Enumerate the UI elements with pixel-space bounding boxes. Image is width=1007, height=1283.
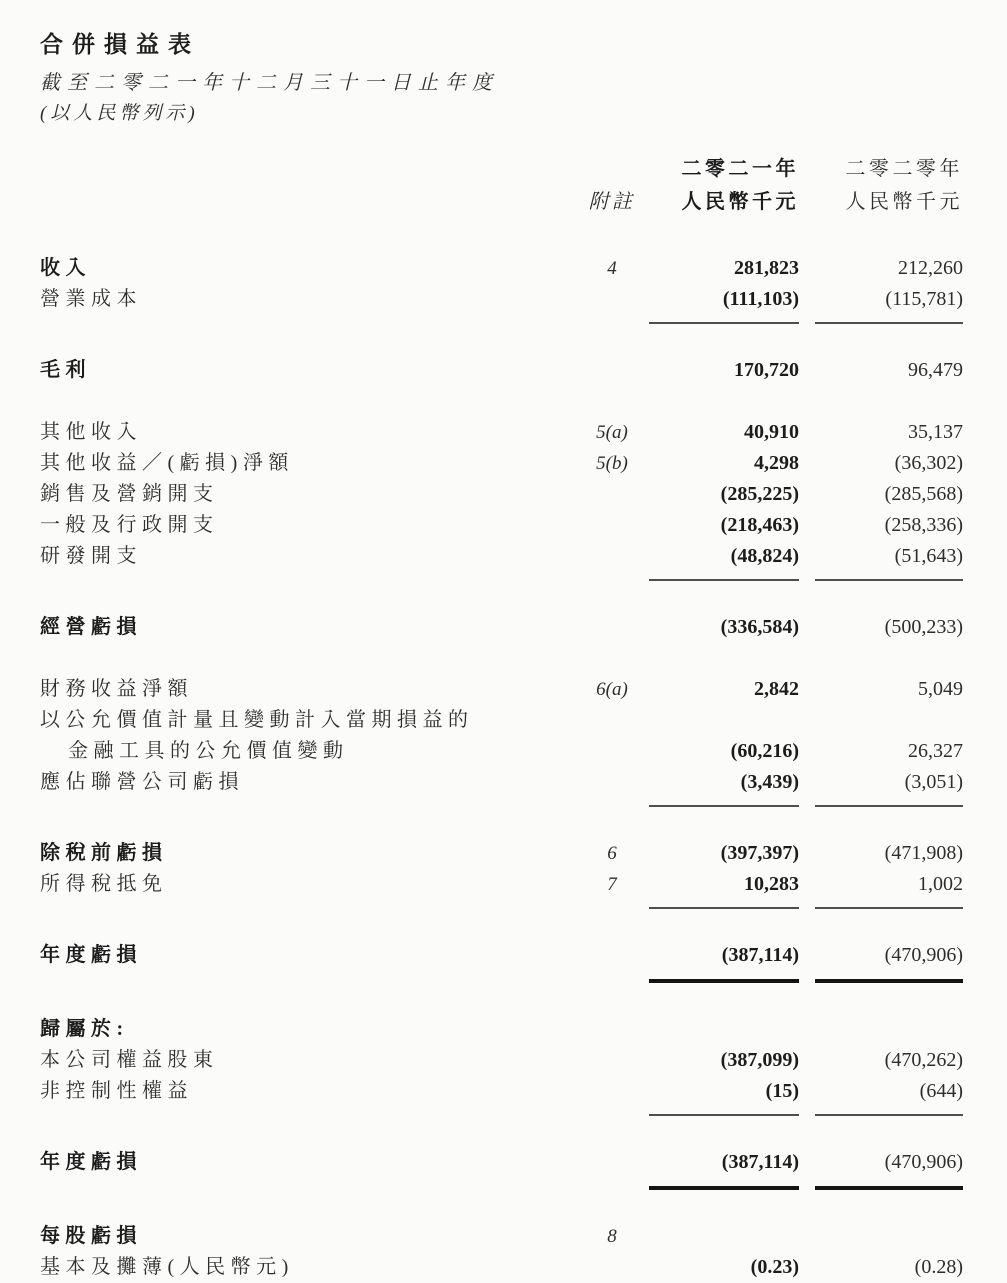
header-col-2021 — [649, 153, 799, 219]
table-section — [40, 1221, 963, 1283]
table-section — [40, 674, 963, 807]
table-section — [40, 253, 963, 324]
table-row — [40, 1014, 963, 1045]
table-row — [40, 1252, 963, 1283]
value-2020: (0.28) — [815, 1252, 963, 1283]
line-item-label: 每股虧損 — [40, 1225, 142, 1248]
line-item-label: 除稅前虧損 — [40, 842, 168, 865]
value-2021: (48,824) — [649, 541, 799, 581]
table-row — [40, 736, 963, 767]
table-row — [40, 479, 963, 510]
value-2021: (111,103) — [649, 284, 799, 324]
line-item-label: 其他收入 — [40, 421, 142, 444]
table-row — [40, 838, 963, 869]
table-header — [40, 153, 963, 219]
line-item-label: 財務收益淨額 — [40, 678, 193, 701]
note-column-label: 附註 — [588, 191, 636, 214]
table-row — [40, 1045, 963, 1076]
value-2021: 10,283 — [649, 869, 799, 909]
col-2021-year: 二零二一年 — [681, 158, 799, 181]
line-item-label: 毛利 — [40, 359, 91, 382]
value-2021: (3,439) — [649, 767, 799, 807]
line-item-label: 歸屬於: — [40, 1018, 129, 1041]
line-item-label: 營業成本 — [40, 288, 142, 311]
line-item-label: 經營虧損 — [40, 616, 142, 639]
table-row — [40, 767, 963, 807]
table-row — [40, 940, 963, 983]
value-2021: (285,225) — [720, 483, 799, 506]
col-2020-unit: 人民幣千元 — [845, 191, 963, 214]
table-row — [40, 705, 963, 736]
value-2020: (3,051) — [815, 767, 963, 807]
header-col-2020 — [815, 153, 963, 219]
value-2020: 1,002 — [815, 869, 963, 909]
line-item-label: 其他收益／(虧損)淨額 — [40, 452, 294, 475]
line-item-label: 年度虧損 — [40, 944, 142, 967]
value-2020: (470,906) — [815, 940, 963, 983]
table-row — [40, 284, 963, 324]
value-2021: (387,114) — [649, 940, 799, 983]
value-2020: 212,260 — [898, 257, 963, 280]
note-reference: 8 — [607, 1226, 617, 1248]
line-item-label: 以公允價值計量且變動計入當期損益的 — [40, 709, 474, 732]
value-2020: (644) — [815, 1076, 963, 1116]
header-note-column — [575, 153, 649, 219]
value-2021: (336,584) — [720, 616, 799, 639]
title-block — [40, 30, 963, 127]
note-reference: 4 — [607, 258, 617, 280]
value-2020: (258,336) — [884, 514, 963, 537]
line-item-label: 一般及行政開支 — [40, 514, 219, 537]
value-2021: (397,397) — [720, 842, 799, 865]
table-row — [40, 355, 963, 386]
table-section — [40, 1014, 963, 1116]
line-item-label: 收入 — [40, 257, 91, 280]
table-section — [40, 355, 963, 386]
value-2021: (387,114) — [649, 1147, 799, 1190]
value-2021: 40,910 — [744, 421, 799, 444]
line-item-label: 研發開支 — [40, 545, 142, 568]
table-body — [40, 253, 963, 1283]
value-2021: (60,216) — [730, 740, 799, 763]
value-2021: 170,720 — [734, 359, 799, 382]
value-2020: 96,479 — [908, 359, 963, 382]
currency-note: (以人民幣列示) — [40, 102, 199, 124]
value-2021: 281,823 — [734, 257, 799, 280]
line-item-label: 年度虧損 — [40, 1151, 142, 1174]
line-item-label: 所得稅抵免 — [40, 873, 168, 896]
table-row — [40, 869, 963, 909]
value-2020: (285,568) — [884, 483, 963, 506]
line-item-label: 應佔聯營公司虧損 — [40, 771, 244, 794]
line-item-label: 非控制性權益 — [40, 1080, 193, 1103]
table-row — [40, 448, 963, 479]
value-2021: (0.23) — [649, 1252, 799, 1283]
table-row — [40, 1147, 963, 1190]
note-reference: 6 — [607, 843, 617, 865]
table-row — [40, 1221, 963, 1252]
line-item-label: 本公司權益股東 — [40, 1049, 219, 1072]
table-section — [40, 940, 963, 983]
value-2021: (387,099) — [720, 1049, 799, 1072]
table-section — [40, 1147, 963, 1190]
table-section — [40, 417, 963, 581]
table-section — [40, 612, 963, 643]
period-subtitle: 截至二零二一年十二月三十一日止年度 — [40, 71, 499, 94]
table-row — [40, 417, 963, 448]
value-2021: (15) — [649, 1076, 799, 1116]
value-2020: (36,302) — [894, 452, 963, 475]
table-row — [40, 510, 963, 541]
value-2021: 4,298 — [754, 452, 799, 475]
table-row — [40, 253, 963, 284]
value-2020: 26,327 — [908, 740, 963, 763]
value-2020: (470,906) — [815, 1147, 963, 1190]
value-2020: (115,781) — [815, 284, 963, 324]
value-2020: (500,233) — [884, 616, 963, 639]
value-2021: 2,842 — [754, 678, 799, 701]
page-title: 合併損益表 — [40, 32, 200, 57]
line-item-label: 金融工具的公允價值變動 — [68, 740, 349, 763]
col-2021-unit: 人民幣千元 — [681, 191, 799, 214]
line-item-label: 銷售及營銷開支 — [40, 483, 219, 506]
value-2020: (51,643) — [815, 541, 963, 581]
col-2020-year: 二零二零年 — [845, 158, 963, 181]
table-row — [40, 612, 963, 643]
table-row — [40, 1076, 963, 1116]
value-2020: (471,908) — [884, 842, 963, 865]
value-2021: (218,463) — [720, 514, 799, 537]
value-2020: 5,049 — [918, 678, 963, 701]
table-row — [40, 674, 963, 705]
table-section — [40, 838, 963, 909]
line-item-label: 基本及攤薄(人民幣元) — [40, 1256, 294, 1279]
value-2020: (470,262) — [884, 1049, 963, 1072]
table-row — [40, 541, 963, 581]
note-reference: 7 — [607, 874, 617, 896]
note-reference: 6(a) — [596, 679, 628, 701]
note-reference: 5(a) — [596, 422, 628, 444]
value-2020: 35,137 — [908, 421, 963, 444]
note-reference: 5(b) — [596, 453, 628, 475]
